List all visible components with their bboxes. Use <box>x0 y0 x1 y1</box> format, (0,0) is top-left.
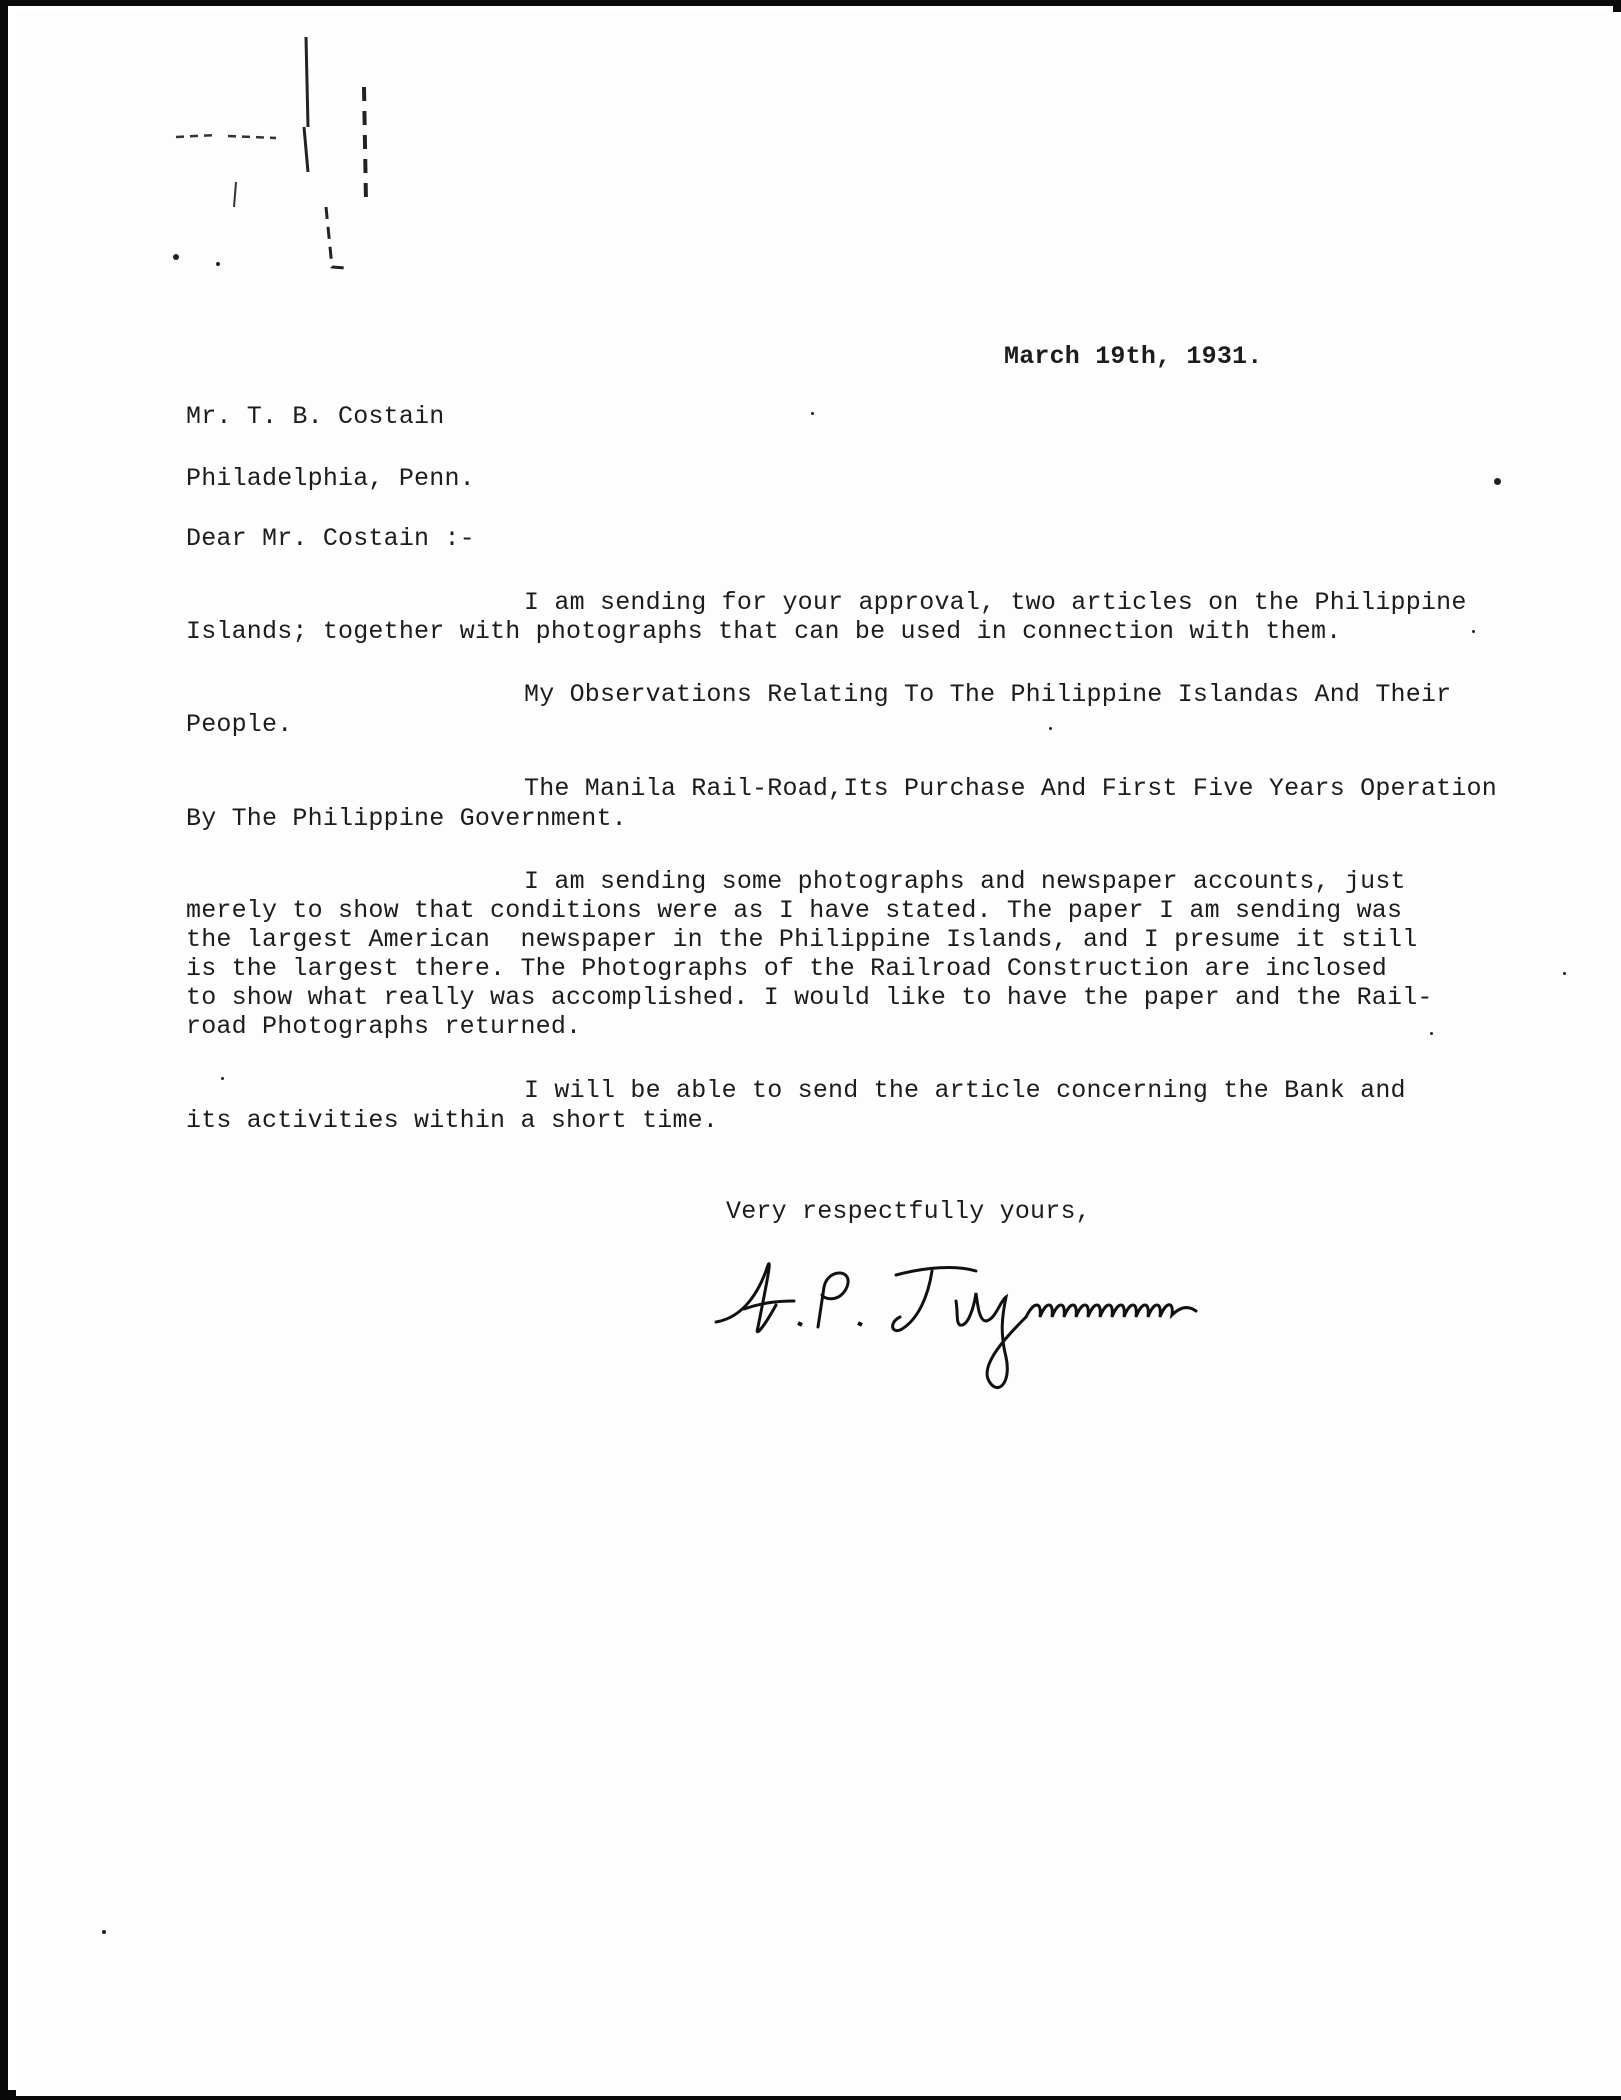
recipient-name: Mr. T. B. Costain <box>186 402 445 431</box>
ink-speck <box>221 1077 224 1080</box>
paragraph-3-line-2: merely to show that conditions were as I have stated. The paper I am sending was <box>186 896 1403 925</box>
ink-speck <box>1049 727 1052 730</box>
intro-line-1: I am sending for your approval, two articles on the Philippine <box>524 588 1467 617</box>
ink-speck <box>102 1930 106 1934</box>
paragraph-3-line-4: is the largest there. The Photographs of the Railroad Construction are inclosed <box>186 954 1387 983</box>
letter-date: March 19th, 1931. <box>1004 342 1263 371</box>
letter-page <box>16 12 1621 2096</box>
paragraph-4-line-2: its activities within a short time. <box>186 1106 719 1135</box>
ink-speck <box>1563 972 1566 975</box>
ink-speck <box>1472 630 1475 633</box>
article-1-title-line-2: People. <box>186 710 293 739</box>
article-2-title-line-2: By The Philippine Government. <box>186 804 627 833</box>
paragraph-4-line-1: I will be able to send the article concerning the Bank and <box>524 1076 1406 1105</box>
pencil-marks <box>156 32 376 282</box>
recipient-city: Philadelphia, Penn. <box>186 464 475 493</box>
ink-speck <box>1494 478 1501 485</box>
article-1-title-line-1: My Observations Relating To The Philippine Islandas And Their <box>524 680 1452 709</box>
paragraph-3-line-5: to show what really was accomplished. I would like to have the paper and the Rail- <box>186 983 1433 1012</box>
ink-speck <box>811 412 814 415</box>
paragraph-3-line-6: road Photographs returned. <box>186 1012 582 1041</box>
paragraph-3-line-3: the largest American newspaper in the Philippine Islands, and I presume it still <box>186 925 1418 954</box>
article-2-title-line-1: The Manila Rail-Road,Its Purchase And First Five Years Operation <box>524 774 1497 803</box>
closing: Very respectfully yours, <box>726 1197 1091 1226</box>
salutation: Dear Mr. Costain :- <box>186 524 475 553</box>
signature <box>706 1257 1366 1407</box>
intro-line-2: Islands; together with photographs that can be used in connection with them. <box>186 617 1342 646</box>
paragraph-3-line-1: I am sending some photographs and newspaper accounts, just <box>524 867 1406 896</box>
ink-speck <box>1430 1032 1433 1035</box>
